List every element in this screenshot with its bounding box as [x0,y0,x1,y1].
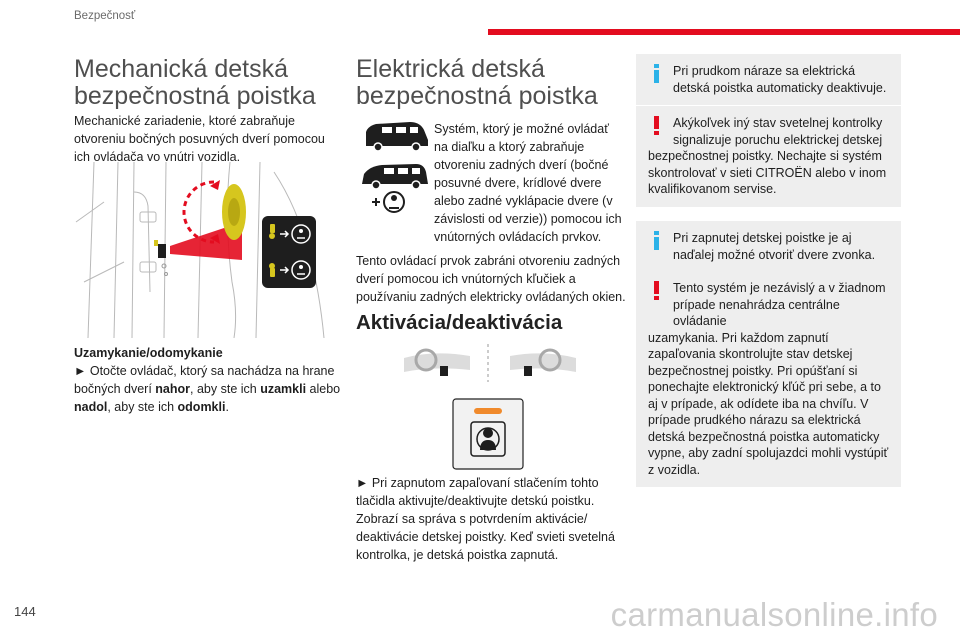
info-note [636,221,901,272]
warning-icon [648,116,664,134]
indicator-lamp [474,408,502,414]
step-text: . [225,400,229,414]
steering-wheel-icon [404,350,470,376]
title-line-1: Mechanická detská [74,55,289,83]
step-lock-word: uzamkli [260,382,307,396]
van-icons [358,118,430,218]
section-title: Bezpečnosť [74,10,136,22]
info-icon [648,64,664,82]
header-accent-bar [488,29,960,35]
mechanical-intro: Mechanické zariadenie, ktoré zabraňuje otvoreniu bočných posuvných dverí pomocou ich ovládača vo vnútri vozidla. [74,114,325,164]
door-latch [158,244,166,258]
system-description: Systém, ktorý je možné ovládať na diaľku a ktorý zabraňuje otvoreniu zadných dverí (bočné posuvné dvere, krídlové dvere alebo zadné vyklápacie dvere (v závislosti od verzie)) pomocou ich vnútorných ovládacích prvkov. [434,122,622,244]
child-lock-button[interactable] [452,398,524,470]
step-text: alebo [306,382,341,396]
info-note [636,54,901,105]
note-text-continued: bezpečnostnej poistky. Nechajte si systém skontrolovať v sieti CITROËN alebo v inom kvalifikovanom servise. [648,149,887,196]
van-icon [366,122,428,151]
control-description: Tento ovládací prvok zabráni otvoreniu zadných dverí pomocou ich vnútorných kľučiek a používaniu zadných elektricky ovládaných okien. [356,254,626,304]
lock-unlock-heading: Uzamykanie/odomykanie [74,346,223,360]
step-text: ► Otočte ovládač, ktorý sa nachádza na hrane bočných dverí [74,364,335,396]
warning-note [636,106,901,207]
activation-heading: Aktivácia/deaktivácia [356,311,563,334]
title-line-2: bezpečnostná poistka [74,82,316,110]
electric-lock-title [356,56,626,110]
dashboard-steering-illustration [404,340,576,384]
step-direction-up: nahor [155,382,191,396]
door-lock-illustration [74,162,336,338]
step-text: , aby ste ich [107,400,178,414]
warning-icon [648,281,664,299]
note-text: Pri zapnutej detskej poistke je aj naďalej možné otvoriť dvere zvonka. [673,231,876,262]
note-text: Akýkoľvek iný stav svetelnej kontrolky signalizuje poruchu elektrickej detskej [673,116,883,147]
lock-unlock-instructions [74,362,344,416]
note-text: Tento systém je nezávislý a v žiadnom prípade nenahrádza centrálne ovládanie [673,281,886,328]
steering-wheel-icon [510,350,576,376]
step-direction-down: nadol [74,400,108,414]
watermark: carmanualsonline.info [610,596,938,633]
mechanical-lock-title [74,56,344,110]
van-icon [362,164,428,189]
title-line-1: Elektrická detská [356,55,545,83]
activation-instructions: ► Pri zapnutom zapaľovaní stlačením tohto tlačidla aktivujte/deaktivujte detskú poistku. Zobrazí sa správa s potvrdením aktivácie/ deaktivácie detskej poistky. Keď svieti svetelná kontrolka, je detská poistka zapnutá. [356,476,615,562]
step-text: , aby ste ich [190,382,261,396]
note-text-continued: uzamykania. Pri každom zapnutí zapaľovania skontrolujte stav detskej bezpečnostnej poistky. Pri opúšťaní si ponechajte elektronický kľúč pri sebe, a to aj v prípade, ak odídete iba na chvíľu. V prípade prudkého nárazu sa elektrická detská bezpečnostná poistka automaticky vypne, aby zadní spolujazdci mohli vystúpiť z vozidla. [648,330,889,477]
warning-note [636,271,901,487]
info-icon [648,231,664,249]
note-text: Pri prudkom náraze sa elektrická detská poistka automaticky deaktivuje. [673,64,887,95]
title-line-2: bezpečnostná poistka [356,82,598,110]
step-unlock-word: odomkli [177,400,226,414]
child-lock-icon [372,192,404,212]
page-number: 144 [14,604,36,619]
